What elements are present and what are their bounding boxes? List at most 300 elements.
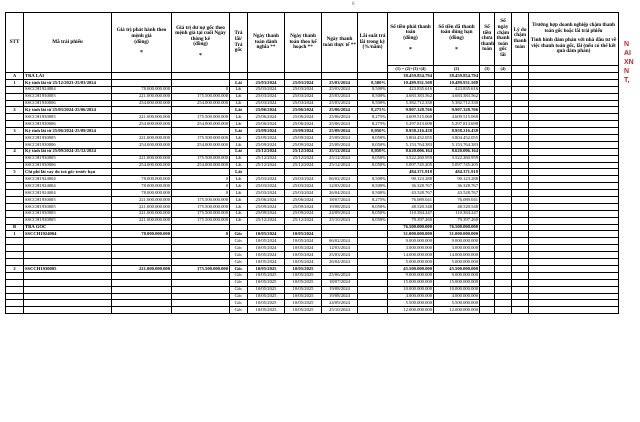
period-row bbox=[6, 148, 619, 155]
cell-blank bbox=[480, 183, 495, 190]
cell-blank bbox=[529, 293, 619, 300]
cell-act bbox=[322, 231, 358, 238]
cell-out bbox=[172, 79, 230, 86]
table-row bbox=[6, 197, 619, 204]
cell-blank bbox=[512, 176, 529, 183]
formula-empty-2 bbox=[529, 66, 619, 73]
cell-due: 8.958.216.438 bbox=[388, 128, 434, 135]
cell-plan: 10/05/2025 bbox=[285, 272, 322, 279]
cell-paid: 3.000.000.000 bbox=[434, 245, 480, 252]
section-row bbox=[6, 73, 619, 80]
cell-out bbox=[172, 272, 230, 279]
cell-blank bbox=[480, 190, 495, 197]
cell-stt bbox=[6, 217, 24, 224]
cell-blank bbox=[480, 203, 495, 210]
cell-blank bbox=[480, 300, 495, 307]
table-row bbox=[6, 135, 619, 142]
cell-out: 175.500.000.000 bbox=[172, 114, 230, 121]
cell-code bbox=[24, 300, 112, 307]
cell-plan: 25/09/2024 bbox=[285, 141, 322, 148]
cell-code bbox=[24, 259, 112, 266]
cell-blank bbox=[495, 293, 512, 300]
cell-blank bbox=[480, 272, 495, 279]
table-row bbox=[6, 259, 619, 266]
period-row bbox=[6, 169, 619, 176]
cell-type: Gốc bbox=[230, 265, 248, 272]
cell-blank bbox=[512, 231, 529, 238]
cell-blank bbox=[480, 238, 495, 245]
cell-code: TRẢ LÃI bbox=[24, 73, 112, 80]
cell-blank bbox=[529, 162, 619, 169]
cell-out: 175.500.000.000 bbox=[172, 265, 230, 272]
cell-blank bbox=[529, 114, 619, 121]
cell-due: 5.382.712.330 bbox=[388, 100, 434, 107]
cell-out: 254.000.000.000 bbox=[172, 100, 230, 107]
cell-due: 90.123.288 bbox=[388, 176, 434, 183]
cell-blank bbox=[512, 73, 529, 80]
cell-code: SSCCH1924004 bbox=[24, 190, 112, 197]
cell-due: 4.683.383.562 bbox=[388, 93, 434, 100]
cell-paid: 76.500.000.000 bbox=[434, 224, 480, 231]
cell-act: 18/07/2024 bbox=[322, 197, 358, 204]
cell-type: Lãi bbox=[230, 100, 248, 107]
cell-par bbox=[112, 79, 172, 86]
cell-blank bbox=[512, 197, 529, 204]
cell-type: Gốc bbox=[230, 231, 248, 238]
cell-stt bbox=[6, 300, 24, 307]
cell-par bbox=[112, 224, 172, 231]
cell-due: 36.328.767 bbox=[388, 183, 434, 190]
cell-blank bbox=[495, 141, 512, 148]
cell-rate bbox=[358, 259, 388, 266]
cell-type bbox=[230, 224, 248, 231]
cell-blank bbox=[512, 100, 529, 107]
cell-act: 25/03/2024 bbox=[322, 100, 358, 107]
cell-def: 10/05/2024 bbox=[248, 238, 285, 245]
cell-stt bbox=[6, 183, 24, 190]
cell-blank bbox=[495, 272, 512, 279]
cell-blank bbox=[495, 265, 512, 272]
cell-plan: 10/05/2024 bbox=[285, 231, 322, 238]
cell-plan: 10/05/2025 bbox=[285, 293, 322, 300]
cell-def: 25/03/2024 bbox=[248, 86, 285, 93]
cell-act: 25/03/2024 bbox=[322, 93, 358, 100]
header-act-date: Ngày thanh toán thực tế ** bbox=[322, 13, 358, 73]
section-row bbox=[6, 224, 619, 231]
cell-stt bbox=[6, 121, 24, 128]
cell-def bbox=[248, 169, 285, 176]
cell-blank bbox=[495, 162, 512, 169]
cell-type: Lãi bbox=[230, 135, 248, 142]
cell-plan: 25/09/2024 bbox=[285, 135, 322, 142]
cell-blank bbox=[495, 107, 512, 114]
cell-stt: 2 bbox=[6, 107, 24, 114]
cell-due: 38.459.854.794 bbox=[388, 73, 434, 80]
cell-plan: 25/06/2024 bbox=[285, 197, 322, 204]
cell-blank bbox=[512, 86, 529, 93]
header-late-reason: Lý do chậm thanh toán bbox=[512, 13, 529, 66]
cell-def: 10/05/2025 bbox=[248, 279, 285, 286]
cell-out: 0 bbox=[172, 190, 230, 197]
cell-def: 25/12/2024 bbox=[248, 155, 285, 162]
cell-blank bbox=[480, 79, 495, 86]
cell-code bbox=[24, 245, 112, 252]
cell-plan: 25/09/2024 bbox=[285, 128, 322, 135]
cell-blank bbox=[512, 300, 529, 307]
cell-plan: 10/05/2024 bbox=[285, 259, 322, 266]
period-row bbox=[6, 128, 619, 135]
cell-act: 25/09/2024 bbox=[322, 141, 358, 148]
cell-type: Lãi bbox=[230, 148, 248, 155]
cell-due: 484.371.918 bbox=[388, 169, 434, 176]
cell-rate: 8,500% bbox=[358, 86, 388, 93]
cell-act: 25/12/2024 bbox=[322, 162, 358, 169]
cell-rate bbox=[358, 307, 388, 314]
cell-blank bbox=[480, 286, 495, 293]
cell-type: Lãi bbox=[230, 203, 248, 210]
cell-due: 45.500.000.000 bbox=[388, 265, 434, 272]
cell-stt bbox=[6, 259, 24, 266]
cell-out bbox=[172, 169, 230, 176]
cell-type: Lãi bbox=[230, 93, 248, 100]
cell-blank bbox=[529, 155, 619, 162]
cell-paid: 423.835.616 bbox=[434, 86, 480, 93]
cell-due: 15.000.000.000 bbox=[388, 279, 434, 286]
table-row bbox=[6, 245, 619, 252]
period-row bbox=[6, 107, 619, 114]
cell-act: 25/06/2024 bbox=[322, 121, 358, 128]
cell-blank bbox=[529, 210, 619, 217]
cell-par: 78.000.000.000 bbox=[112, 231, 172, 238]
cell-def: 25/03/2024 bbox=[248, 93, 285, 100]
cell-plan: 25/03/2024 bbox=[285, 176, 322, 183]
cell-blank bbox=[495, 93, 512, 100]
cell-blank bbox=[529, 107, 619, 114]
cell-stt bbox=[6, 135, 24, 142]
cell-blank bbox=[512, 135, 529, 142]
cell-def: 10/05/2025 bbox=[248, 307, 285, 314]
cell-paid: 9.000.000.000 bbox=[434, 272, 480, 279]
cell-type: Lãi bbox=[230, 155, 248, 162]
cell-par: 221.000.000.000 bbox=[112, 210, 172, 217]
cell-act: 25/03/2024 bbox=[322, 252, 358, 259]
cell-type: Lãi bbox=[230, 210, 248, 217]
cell-due: 423.835.616 bbox=[388, 86, 434, 93]
cell-due: 5.500.000.000 bbox=[388, 300, 434, 307]
cell-blank bbox=[495, 190, 512, 197]
cell-blank bbox=[512, 148, 529, 155]
cell-out: 254.000.000.000 bbox=[172, 121, 230, 128]
cell-stt: 1 bbox=[6, 79, 24, 86]
cell-plan: 25/03/2024 bbox=[285, 79, 322, 86]
cell-type: Gốc bbox=[230, 307, 248, 314]
cell-par: 254.000.000.000 bbox=[112, 141, 172, 148]
cell-act: 12/03/2024 bbox=[322, 183, 358, 190]
stamp-text: N bbox=[624, 41, 630, 48]
cell-par bbox=[112, 252, 172, 259]
cell-out bbox=[172, 245, 230, 252]
cell-stt bbox=[6, 252, 24, 259]
cell-code: SSCCH1930006 bbox=[24, 100, 112, 107]
cell-stt bbox=[6, 155, 24, 162]
cell-par bbox=[112, 148, 172, 155]
cell-due: 14.000.000.000 bbox=[388, 252, 434, 259]
cell-rate: 8,050% bbox=[358, 148, 388, 155]
cell-paid: 10.000.000.000 bbox=[434, 286, 480, 293]
cell-due: 4.000.000.000 bbox=[388, 293, 434, 300]
cell-due: 10.000.000.000 bbox=[388, 286, 434, 293]
cell-rate: 8,500% bbox=[358, 93, 388, 100]
cell-act: 26/04/2024 bbox=[322, 190, 358, 197]
cell-par bbox=[112, 279, 172, 286]
cell-stt bbox=[6, 93, 24, 100]
cell-def: 10/05/2025 bbox=[248, 293, 285, 300]
cell-blank bbox=[529, 73, 619, 80]
cell-par: 221.000.000.000 bbox=[112, 155, 172, 162]
cell-due: 48.520.548 bbox=[388, 203, 434, 210]
cell-due: 3.000.000.000 bbox=[388, 245, 434, 252]
cell-type: Lãi bbox=[230, 128, 248, 135]
cell-blank bbox=[529, 252, 619, 259]
section-row bbox=[6, 265, 619, 272]
cell-stt bbox=[6, 279, 24, 286]
cell-blank bbox=[480, 259, 495, 266]
cell-out: 175.500.000.000 bbox=[172, 135, 230, 142]
cell-plan: 10/05/2024 bbox=[285, 245, 322, 252]
cell-blank bbox=[529, 183, 619, 190]
cell-par bbox=[112, 107, 172, 114]
table-row bbox=[6, 279, 619, 286]
cell-rate: 8,500% bbox=[358, 79, 388, 86]
cell-stt bbox=[6, 114, 24, 121]
cell-def: 25/12/2024 bbox=[248, 217, 285, 224]
header-plan-date: Ngày thanh toán theo kế hoạch ** bbox=[285, 13, 322, 73]
cell-paid: 8.958.216.438 bbox=[434, 128, 480, 135]
cell-type: Lãi bbox=[230, 162, 248, 169]
cell-rate: 8,050% bbox=[358, 155, 388, 162]
cell-blank bbox=[529, 141, 619, 148]
cell-due: 8.620.006.164 bbox=[388, 148, 434, 155]
cell-type: Lãi bbox=[230, 190, 248, 197]
cell-act bbox=[322, 73, 358, 80]
cell-par: 254.000.000.000 bbox=[112, 162, 172, 169]
cell-blank bbox=[529, 128, 619, 135]
cell-rate bbox=[358, 272, 388, 279]
cell-due: 12.000.000.000 bbox=[388, 307, 434, 314]
cell-due: 31.000.000.000 bbox=[388, 231, 434, 238]
cell-blank bbox=[495, 176, 512, 183]
table-row bbox=[6, 141, 619, 148]
cell-def: 25/06/2024 bbox=[248, 114, 285, 121]
table-row bbox=[6, 210, 619, 217]
cell-def: 25/09/2024 bbox=[248, 128, 285, 135]
cell-blank bbox=[480, 93, 495, 100]
cell-stt bbox=[6, 190, 24, 197]
cell-paid: 12.000.000.000 bbox=[434, 307, 480, 314]
cell-blank bbox=[480, 148, 495, 155]
cell-type: Lãi bbox=[230, 79, 248, 86]
cell-rate: 8,050% bbox=[358, 135, 388, 142]
cell-par: 78.000.000.000 bbox=[112, 190, 172, 197]
cell-blank bbox=[480, 135, 495, 142]
cell-paid: 36.328.767 bbox=[434, 183, 480, 190]
cell-blank bbox=[480, 210, 495, 217]
cell-plan: 25/12/2024 bbox=[285, 155, 322, 162]
cell-stt bbox=[6, 286, 24, 293]
cell-blank bbox=[529, 79, 619, 86]
cell-rate bbox=[358, 224, 388, 231]
cell-code: SSCCH1930005 bbox=[24, 114, 112, 121]
cell-out bbox=[172, 224, 230, 231]
cell-blank bbox=[495, 86, 512, 93]
cell-blank bbox=[512, 279, 529, 286]
cell-stt bbox=[6, 162, 24, 169]
cell-blank bbox=[529, 300, 619, 307]
cell-act: 19/08/2024 bbox=[322, 203, 358, 210]
table-row bbox=[6, 183, 619, 190]
cell-code: Kỳ tính lãi từ 25/09/2024-25/12/2024 bbox=[24, 148, 112, 155]
cell-def: 25/03/2024 bbox=[248, 183, 285, 190]
cell-act: 25/03/2024 bbox=[322, 86, 358, 93]
cell-plan: 10/05/2025 bbox=[285, 300, 322, 307]
cell-out: 175.500.000.000 bbox=[172, 93, 230, 100]
cell-par bbox=[112, 293, 172, 300]
cell-blank bbox=[529, 169, 619, 176]
cell-def: 25/03/2024 bbox=[248, 79, 285, 86]
stamp-text: AI bbox=[624, 50, 631, 57]
cell-paid: 76.089.041 bbox=[434, 197, 480, 204]
cell-act bbox=[322, 265, 358, 272]
cell-blank bbox=[512, 114, 529, 121]
cell-rate bbox=[358, 293, 388, 300]
cell-paid: 5.382.712.330 bbox=[434, 100, 480, 107]
cell-rate: 8,050% bbox=[358, 141, 388, 148]
cell-paid: 45.500.000.000 bbox=[434, 265, 480, 272]
cell-stt bbox=[6, 210, 24, 217]
cell-blank bbox=[512, 93, 529, 100]
cell-blank bbox=[512, 203, 529, 210]
cell-code: SSCCH1930006 bbox=[24, 141, 112, 148]
cell-stt bbox=[6, 86, 24, 93]
cell-blank bbox=[495, 259, 512, 266]
cell-stt: B bbox=[6, 224, 24, 231]
cell-blank bbox=[495, 114, 512, 121]
header-rate: Lãi suất trả lãi trong kỳ (%/năm) bbox=[358, 13, 388, 73]
cell-plan bbox=[285, 224, 322, 231]
cell-plan: 25/03/2024 bbox=[285, 190, 322, 197]
cell-type: Lãi bbox=[230, 141, 248, 148]
cell-code bbox=[24, 252, 112, 259]
cell-due: 76.500.000.000 bbox=[388, 224, 434, 231]
cell-code: TRẢ GỐC bbox=[24, 224, 112, 231]
cell-act: 25/06/2024 bbox=[322, 107, 358, 114]
cell-blank bbox=[512, 272, 529, 279]
cell-code: SSCCH1930005 bbox=[24, 197, 112, 204]
cell-out bbox=[172, 107, 230, 114]
cell-code: SSCCH1930005 bbox=[24, 155, 112, 162]
cell-def: 10/05/2024 bbox=[248, 252, 285, 259]
cell-out: 175.500.000.000 bbox=[172, 203, 230, 210]
cell-plan: 10/05/2024 bbox=[285, 238, 322, 245]
cell-blank bbox=[529, 259, 619, 266]
header-stt: STT bbox=[6, 13, 24, 73]
cell-out bbox=[172, 300, 230, 307]
cell-stt bbox=[6, 293, 24, 300]
cell-par bbox=[112, 245, 172, 252]
cell-act: 24/09/2024 bbox=[322, 210, 358, 217]
cell-plan: 10/05/2025 bbox=[285, 286, 322, 293]
cell-rate bbox=[358, 73, 388, 80]
cell-stt bbox=[6, 100, 24, 107]
cell-paid: 43.528.767 bbox=[434, 190, 480, 197]
cell-blank bbox=[480, 155, 495, 162]
table-row bbox=[6, 121, 619, 128]
cell-act: 25/12/2024 bbox=[322, 155, 358, 162]
cell-blank bbox=[512, 155, 529, 162]
cell-def: 10/05/2025 bbox=[248, 272, 285, 279]
cell-type: Gốc bbox=[230, 238, 248, 245]
header-par: Giá trị phát hành theo mệnh giá (đồng) * bbox=[112, 13, 172, 73]
cell-act: 18/07/2024 bbox=[322, 279, 358, 286]
cell-plan: 25/12/2024 bbox=[285, 217, 322, 224]
cell-type: Lãi bbox=[230, 183, 248, 190]
cell-type: Gốc bbox=[230, 272, 248, 279]
cell-par bbox=[112, 307, 172, 314]
cell-par: 254.000.000.000 bbox=[112, 121, 172, 128]
cell-blank bbox=[529, 307, 619, 314]
cell-blank bbox=[512, 217, 529, 224]
cell-out bbox=[172, 252, 230, 259]
cell-def: 10/05/2024 bbox=[248, 259, 285, 266]
cell-rate bbox=[358, 286, 388, 293]
cell-par: 78.000.000.000 bbox=[112, 183, 172, 190]
cell-blank bbox=[529, 100, 619, 107]
cell-type bbox=[230, 73, 248, 80]
cell-blank bbox=[529, 176, 619, 183]
cell-rate bbox=[358, 245, 388, 252]
cell-par: 221.000.000.000 bbox=[112, 135, 172, 142]
cell-code: Kỳ tính lãi từ 25/06/2024-25/09/2024 bbox=[24, 128, 112, 135]
cell-plan: 25/03/2024 bbox=[285, 100, 322, 107]
red-stamp-fragment bbox=[624, 40, 640, 85]
cell-type: Lãi bbox=[230, 217, 248, 224]
cell-par bbox=[112, 259, 172, 266]
cell-par: 221.000.000.000 bbox=[112, 197, 172, 204]
cell-blank bbox=[495, 197, 512, 204]
cell-code bbox=[24, 293, 112, 300]
cell-code: SSCCH1930005 bbox=[24, 217, 112, 224]
cell-blank bbox=[512, 265, 529, 272]
cell-blank bbox=[512, 238, 529, 245]
cell-blank bbox=[495, 128, 512, 135]
cell-stt bbox=[6, 238, 24, 245]
cell-code: SSCCH1924004 bbox=[24, 176, 112, 183]
cell-rate: 8,050% bbox=[358, 162, 388, 169]
cell-blank bbox=[529, 265, 619, 272]
cell-blank bbox=[480, 307, 495, 314]
cell-blank bbox=[529, 217, 619, 224]
table-row bbox=[6, 203, 619, 210]
cell-plan: 25/03/2024 bbox=[285, 183, 322, 190]
cell-due: 9.907.328.766 bbox=[388, 107, 434, 114]
cell-par: 221.000.000.000 bbox=[112, 114, 172, 121]
cell-par: 221.000.000.000 bbox=[112, 93, 172, 100]
cell-act: 06/02/2024 bbox=[322, 238, 358, 245]
cell-type: Lãi bbox=[230, 114, 248, 121]
cell-due: 110.384.247 bbox=[388, 210, 434, 217]
cell-due: 43.528.767 bbox=[388, 190, 434, 197]
cell-out bbox=[172, 307, 230, 314]
